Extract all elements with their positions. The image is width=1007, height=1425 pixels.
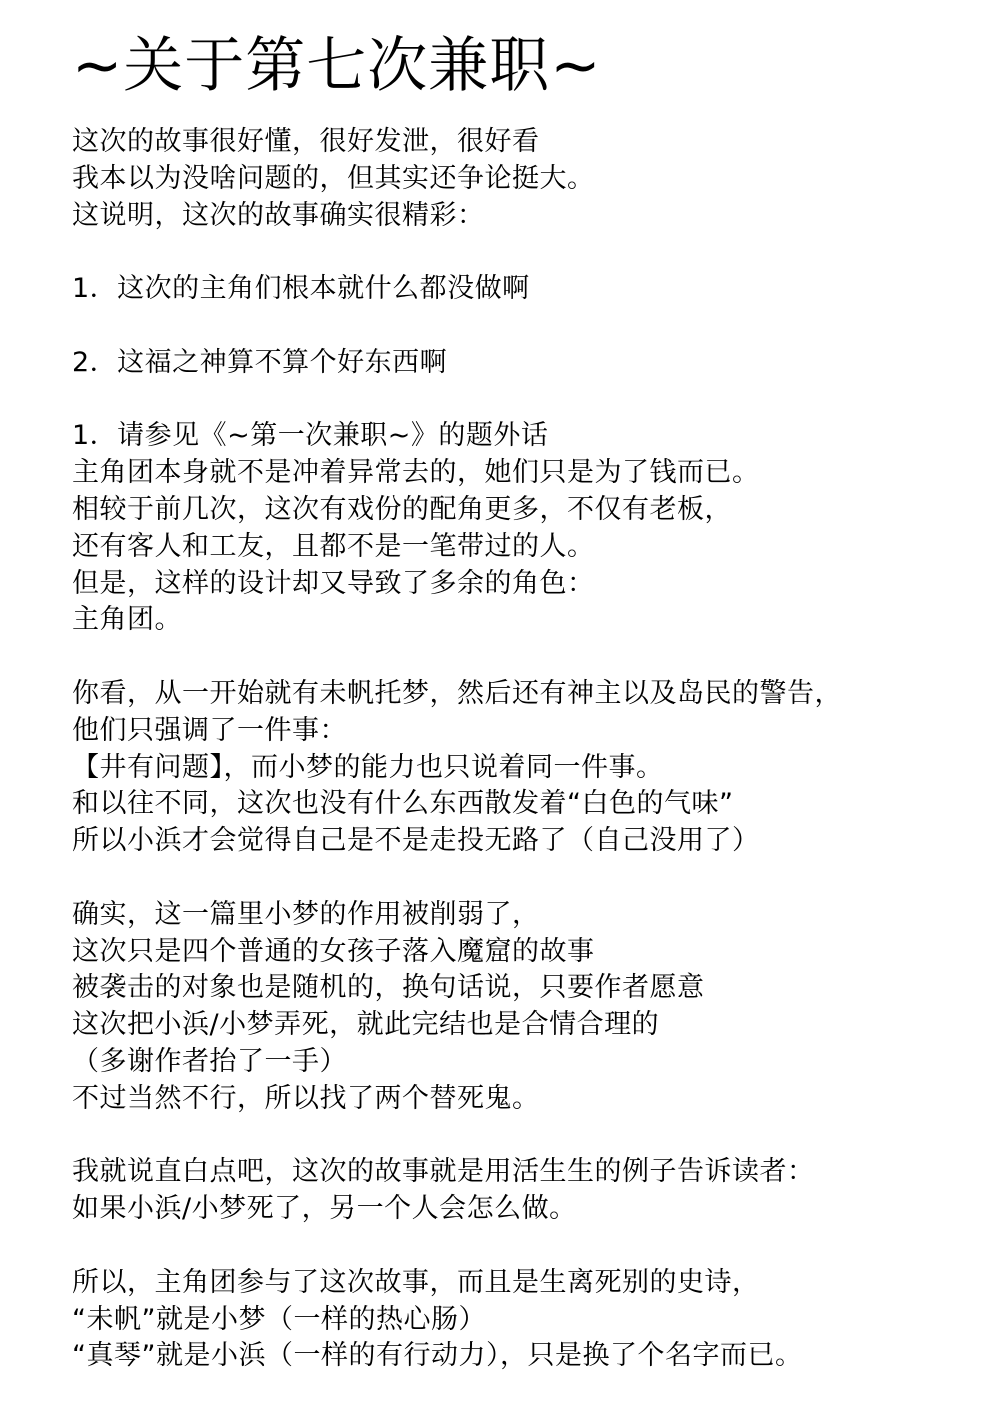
text-line: 和以往不同，这次也没有什么东西散发着“白色的气味” — [72, 788, 734, 820]
page-title: ~关于第七次兼职~ — [72, 31, 602, 101]
numbered-point: 2．这福之神算不算个好东西啊 — [72, 346, 448, 378]
text-line: 这次只是四个普通的女孩子落入魔窟的故事 — [72, 935, 595, 967]
text-line: 我本以为没啥问题的，但其实还争论挺大。 — [72, 162, 595, 194]
text-line: 他们只强调了一件事： — [72, 714, 347, 746]
paragraph-gap — [72, 1228, 992, 1265]
paragraph-gap — [72, 639, 992, 676]
text-line: “未帆”就是小梦（一样的热心肠） — [72, 1303, 486, 1335]
text-line: 主角团。 — [72, 604, 182, 636]
text-line: 这次把小浜/小梦弄死，就此完结也是合情合理的 — [72, 1009, 660, 1041]
text-line: 所以，主角团参与了这次故事，而且是生离死别的史诗， — [72, 1266, 760, 1298]
text-line: 所以小浜才会觉得自己是不是走投无路了（自己没用了） — [72, 825, 760, 857]
paragraph-gap — [72, 308, 992, 345]
text-line: 确实，这一篇里小梦的作用被削弱了， — [72, 898, 540, 930]
numbered-point: 1．这次的主角们根本就什么都没做啊 — [72, 273, 530, 305]
text-line: 被袭击的对象也是随机的，换句话说，只要作者愿意 — [72, 972, 705, 1004]
section-heading-line: 1．请参见《~第一次兼职~》的题外话 — [72, 420, 549, 452]
text-line: 相较于前几次，这次有戏份的配角更多，不仅有老板， — [72, 493, 732, 525]
text-line: 还有客人和工友，且都不是一笔带过的人。 — [72, 530, 595, 562]
paragraph-gap — [72, 860, 992, 897]
text-line: 我就说直白点吧，这次的故事就是用活生生的例子告诉读者： — [72, 1156, 815, 1188]
text-line: 主角团本身就不是冲着异常去的，她们只是为了钱而已。 — [72, 457, 760, 489]
document-body — [72, 124, 992, 1375]
text-line: 这说明，这次的故事确实很精彩： — [72, 199, 485, 231]
text-line: （多谢作者抬了一手） — [72, 1045, 347, 1077]
paragraph-gap — [72, 1118, 992, 1155]
text-line: 这次的故事很好懂，很好发泄，很好看 — [72, 126, 540, 157]
paragraph-gap — [72, 234, 992, 271]
text-line: 但是，这样的设计却又导致了多余的角色： — [72, 567, 595, 599]
text-line: “真琴”就是小浜（一样的有行动力），只是换了个名字而已。 — [72, 1340, 803, 1372]
text-line: 如果小浜/小梦死了，另一个人会怎么做。 — [72, 1193, 577, 1225]
paragraph-gap — [72, 382, 992, 419]
text-line: 【井有问题】，而小梦的能力也只说着同一件事。 — [72, 751, 664, 783]
text-line: 不过当然不行，所以找了两个替死鬼。 — [72, 1082, 540, 1114]
text-line: 你看，从一开始就有未帆托梦，然后还有神主以及岛民的警告， — [72, 677, 842, 709]
